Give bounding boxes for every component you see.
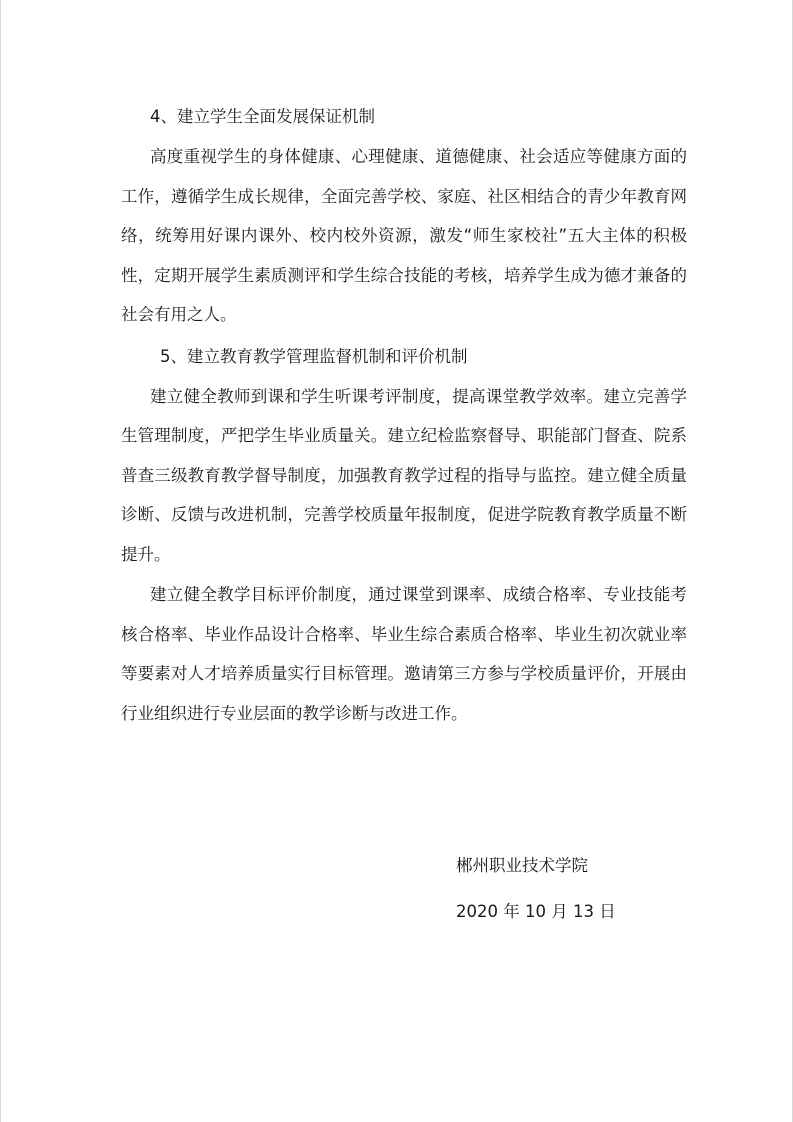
section-5-heading: 5、建立教育教学管理监督机制和评价机制: [160, 346, 468, 366]
signature-organization: 郴州职业技术学院: [456, 856, 588, 875]
section-5-paragraph-1: 建立健全教师到课和学生听课考评制度，提高课堂教学效率。建立完善学生管理制度，严把学生毕业质量关。建立纪检监察督导、职能部门督查、院系普查三级教育教学督导制度，加强教育教学过程的指导与监控。建立健全质量诊断、反馈与改进机制，完善学校质量年报制度，促进学院教育教学质量不断提升。: [121, 386, 687, 564]
document-body: [121, 97, 687, 733]
section-5-paragraph-2: 建立健全教学目标评价制度，通过课堂到课率、成绩合格率、专业技能考核合格率、毕业作品设计合格率、毕业生综合素质合格率、毕业生初次就业率等要素对人才培养质量实行目标管理。邀请第三方参与学校质量评价，开展由行业组织进行专业层面的教学诊断与改进工作。: [121, 585, 687, 723]
section-4-paragraph: 高度重视学生的身体健康、心理健康、道德健康、社会适应等健康方面的工作，遵循学生成长规律，全面完善学校、家庭、社区相结合的青少年教育网络，统筹用好课内课外、校内校外资源，激发“师生家校社”五大主体的积极性，定期开展学生素质测评和学生综合技能的考核，培养学生成为德才兼备的社会有用之人。: [121, 147, 687, 324]
signature-date: 2020 年 10 月 13 日: [456, 902, 616, 921]
section-4-heading: 4、建立学生全面发展保证机制: [150, 107, 375, 126]
